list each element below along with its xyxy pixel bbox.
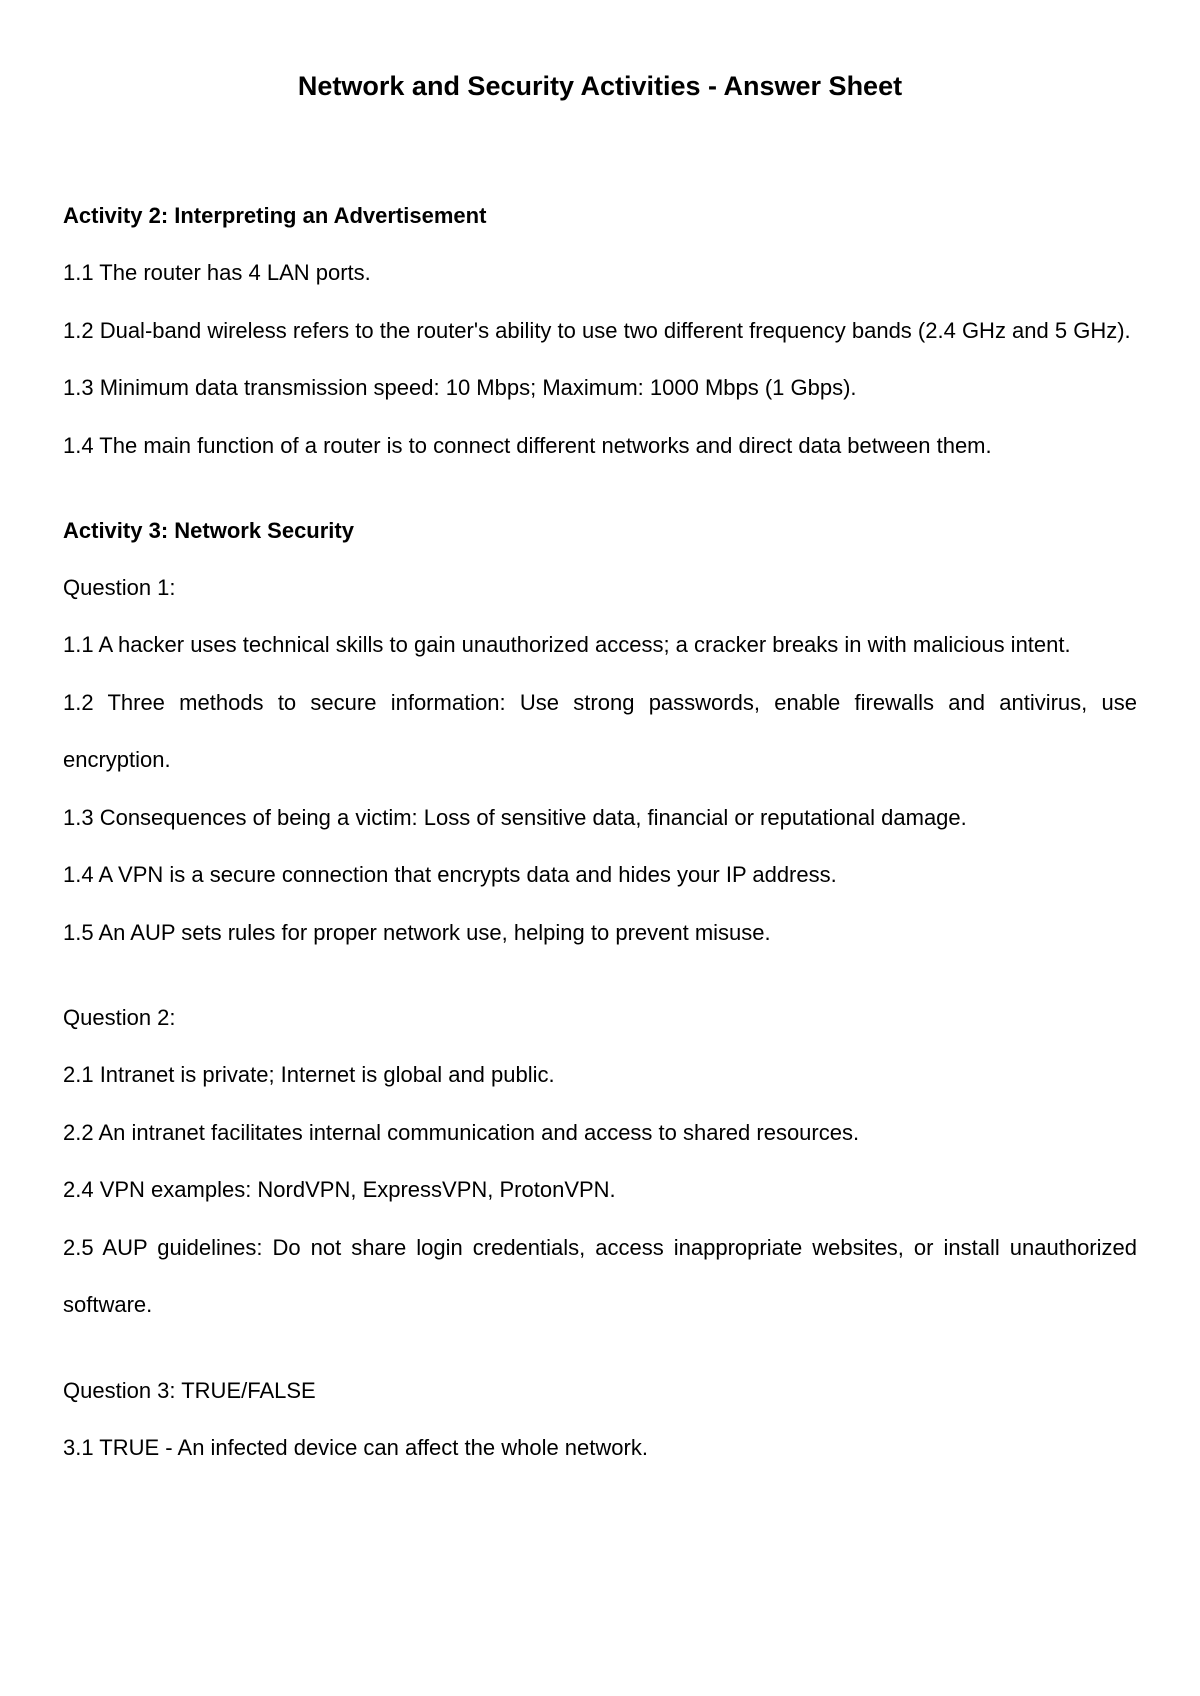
q1-answer-1-5: 1.5 An AUP sets rules for proper network use, helping to prevent misuse.	[63, 919, 771, 945]
answer-1-2: 1.2 Dual-band wireless refers to the router's ability to use two different frequency bands (2.4 GHz and 5 GHz).	[63, 317, 1131, 343]
activity-2-section	[63, 187, 1137, 474]
question-2-label: Question 2:	[63, 1005, 176, 1030]
q1-answer-1-1: 1.1 A hacker uses technical skills to gain unauthorized access; a cracker breaks in with malicious intent.	[63, 632, 1071, 657]
question-3-label: Question 3: TRUE/FALSE	[63, 1377, 316, 1403]
activity-3-heading: Activity 3: Network Security	[63, 518, 354, 543]
spacer	[63, 102, 1137, 187]
q1-answer-1-2: 1.2 Three methods to secure information: Use strong passwords, enable firewalls and antivirus, use encryption.	[63, 689, 1137, 772]
answer-1-3: 1.3 Minimum data transmission speed: 10 Mbps; Maximum: 1000 Mbps (1 Gbps).	[63, 375, 857, 400]
spacer	[63, 474, 1137, 502]
question-2-block	[63, 989, 1137, 1334]
answer-1-4: 1.4 The main function of a router is to connect different networks and direct data between them.	[63, 432, 992, 458]
q2-answer-2-2: 2.2 An intranet facilitates internal communication and access to shared resources.	[63, 1119, 860, 1145]
spacer	[63, 961, 1137, 989]
q3-answer-3-1: 3.1 TRUE - An infected device can affect the whole network.	[63, 1434, 648, 1460]
document-title: Network and Security Activities - Answer Sheet	[297, 71, 903, 101]
q2-answer-2-1: 2.1 Intranet is private; Internet is global and public.	[63, 1062, 555, 1087]
question-1-block	[63, 559, 1137, 961]
q2-answer-2-5: 2.5 AUP guidelines: Do not share login credentials, access inappropriate websites, or install unauthorized software.	[63, 1234, 1137, 1317]
question-1-label: Question 1:	[63, 575, 176, 600]
activity-2-heading: Activity 2: Interpreting an Advertisement	[63, 203, 487, 228]
q1-answer-1-3: 1.3 Consequences of being a victim: Loss of sensitive data, financial or reputational damage.	[63, 804, 967, 830]
question-3-block	[63, 1362, 1137, 1477]
q2-answer-2-4: 2.4 VPN examples: NordVPN, ExpressVPN, ProtonVPN.	[63, 1177, 616, 1202]
answer-1-1: 1.1 The router has 4 LAN ports.	[63, 260, 371, 285]
activity-3-section	[63, 502, 1137, 1476]
spacer	[63, 1334, 1137, 1362]
q1-answer-1-4: 1.4 A VPN is a secure connection that encrypts data and hides your IP address.	[63, 862, 837, 887]
